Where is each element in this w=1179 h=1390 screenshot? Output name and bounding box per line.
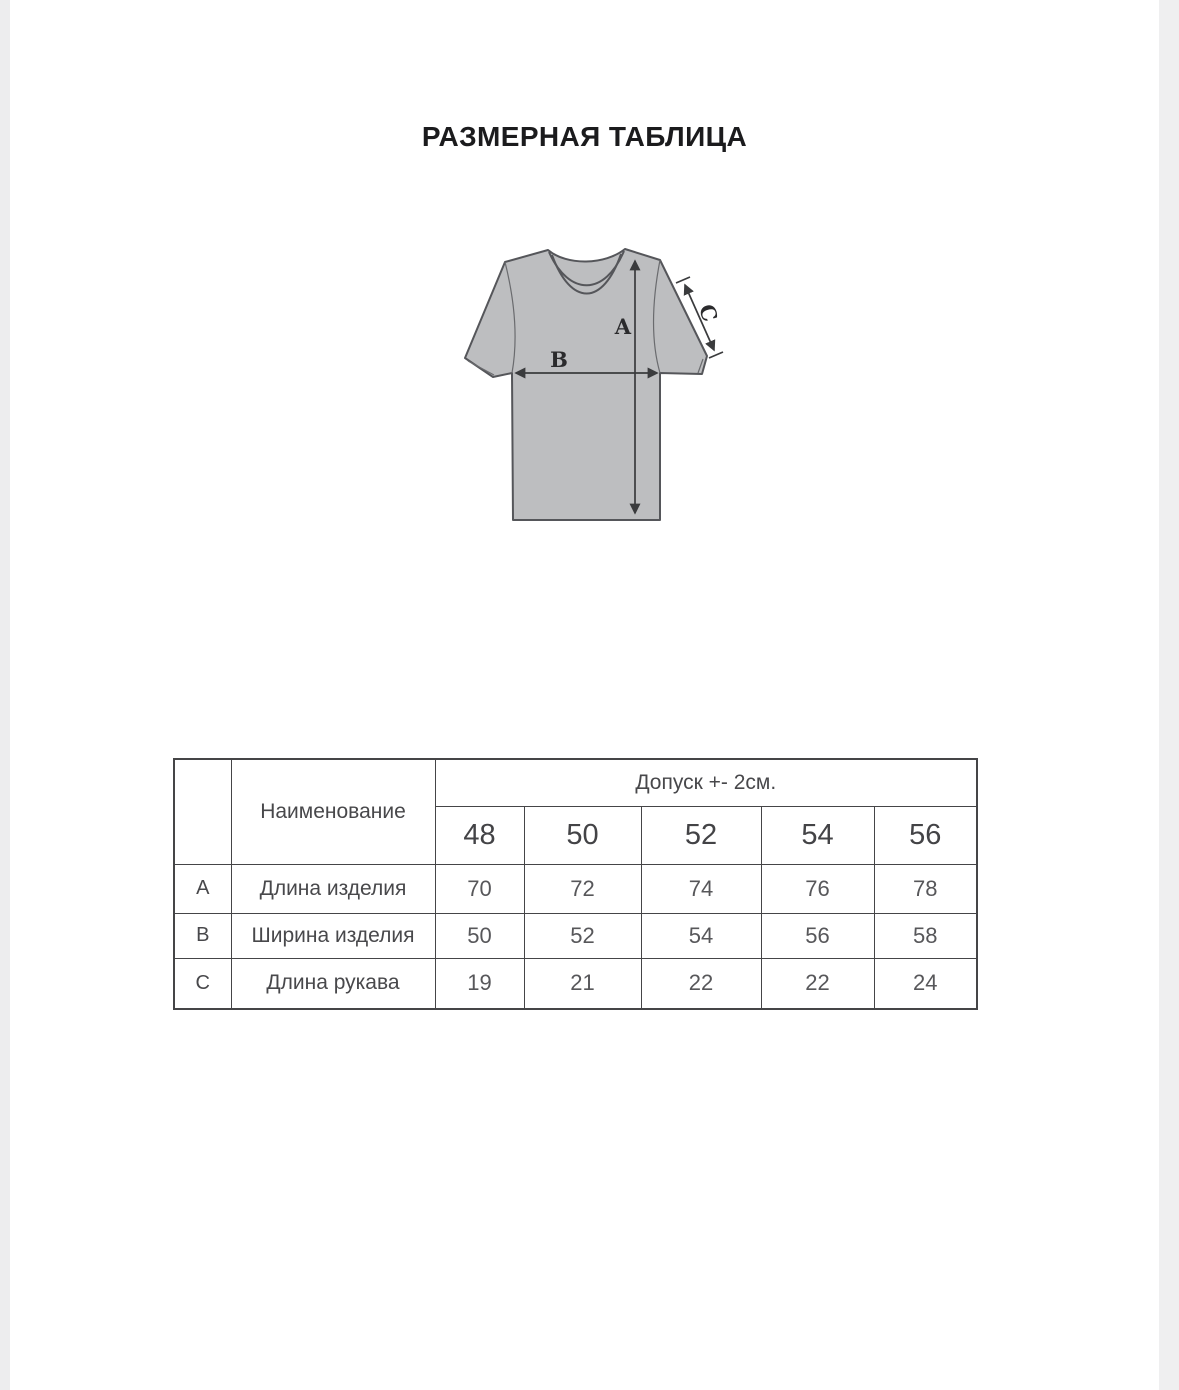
size-table — [173, 758, 978, 1010]
page-title: РАЗМЕРНАЯ ТАБЛИЦА — [421, 121, 748, 152]
size-column-header: 56 — [874, 806, 977, 864]
table-row-sleeve — [174, 958, 977, 1009]
length-label-a: A — [614, 314, 631, 339]
tolerance-header: Допуск +- 2см. — [435, 759, 977, 806]
width-label-b: B — [550, 347, 568, 372]
measurement-value: 22 — [641, 958, 761, 1009]
row-name: Длина изделия — [231, 864, 435, 913]
page-edge-left — [0, 0, 10, 1390]
table-row-width — [174, 913, 977, 958]
measurement-value: 19 — [435, 958, 524, 1009]
tshirt-shape — [465, 249, 707, 520]
size-column-header: 48 — [435, 806, 524, 864]
measurement-value: 74 — [641, 864, 761, 913]
table-row-tolerance — [174, 759, 977, 806]
table-row-length — [174, 864, 977, 913]
size-column-header: 52 — [641, 806, 761, 864]
row-letter: C — [174, 958, 231, 1009]
sleeve-label-c: C — [694, 301, 723, 325]
measurement-value: 76 — [761, 864, 874, 913]
sleeve-tick-bottom — [709, 352, 723, 358]
size-column-header: 54 — [761, 806, 874, 864]
measurement-value: 78 — [874, 864, 977, 913]
measurement-value: 58 — [874, 913, 977, 958]
measurement-value: 70 — [435, 864, 524, 913]
measurement-value: 21 — [524, 958, 641, 1009]
size-column-header: 50 — [524, 806, 641, 864]
page-edge-right — [1159, 0, 1179, 1390]
row-letter: B — [174, 913, 231, 958]
name-column-header: Наименование — [231, 759, 435, 864]
measurement-value: 72 — [524, 864, 641, 913]
row-letter: A — [174, 864, 231, 913]
tshirt-measurement-diagram — [445, 235, 735, 535]
measurement-value: 24 — [874, 958, 977, 1009]
row-name: Ширина изделия — [231, 913, 435, 958]
corner-cell-empty — [174, 759, 231, 864]
measurement-value: 22 — [761, 958, 874, 1009]
measurement-value: 56 — [761, 913, 874, 958]
sleeve-tick-top — [676, 277, 690, 283]
measurement-value: 50 — [435, 913, 524, 958]
measurement-value: 54 — [641, 913, 761, 958]
measurement-value: 52 — [524, 913, 641, 958]
row-name: Длина рукава — [231, 958, 435, 1009]
